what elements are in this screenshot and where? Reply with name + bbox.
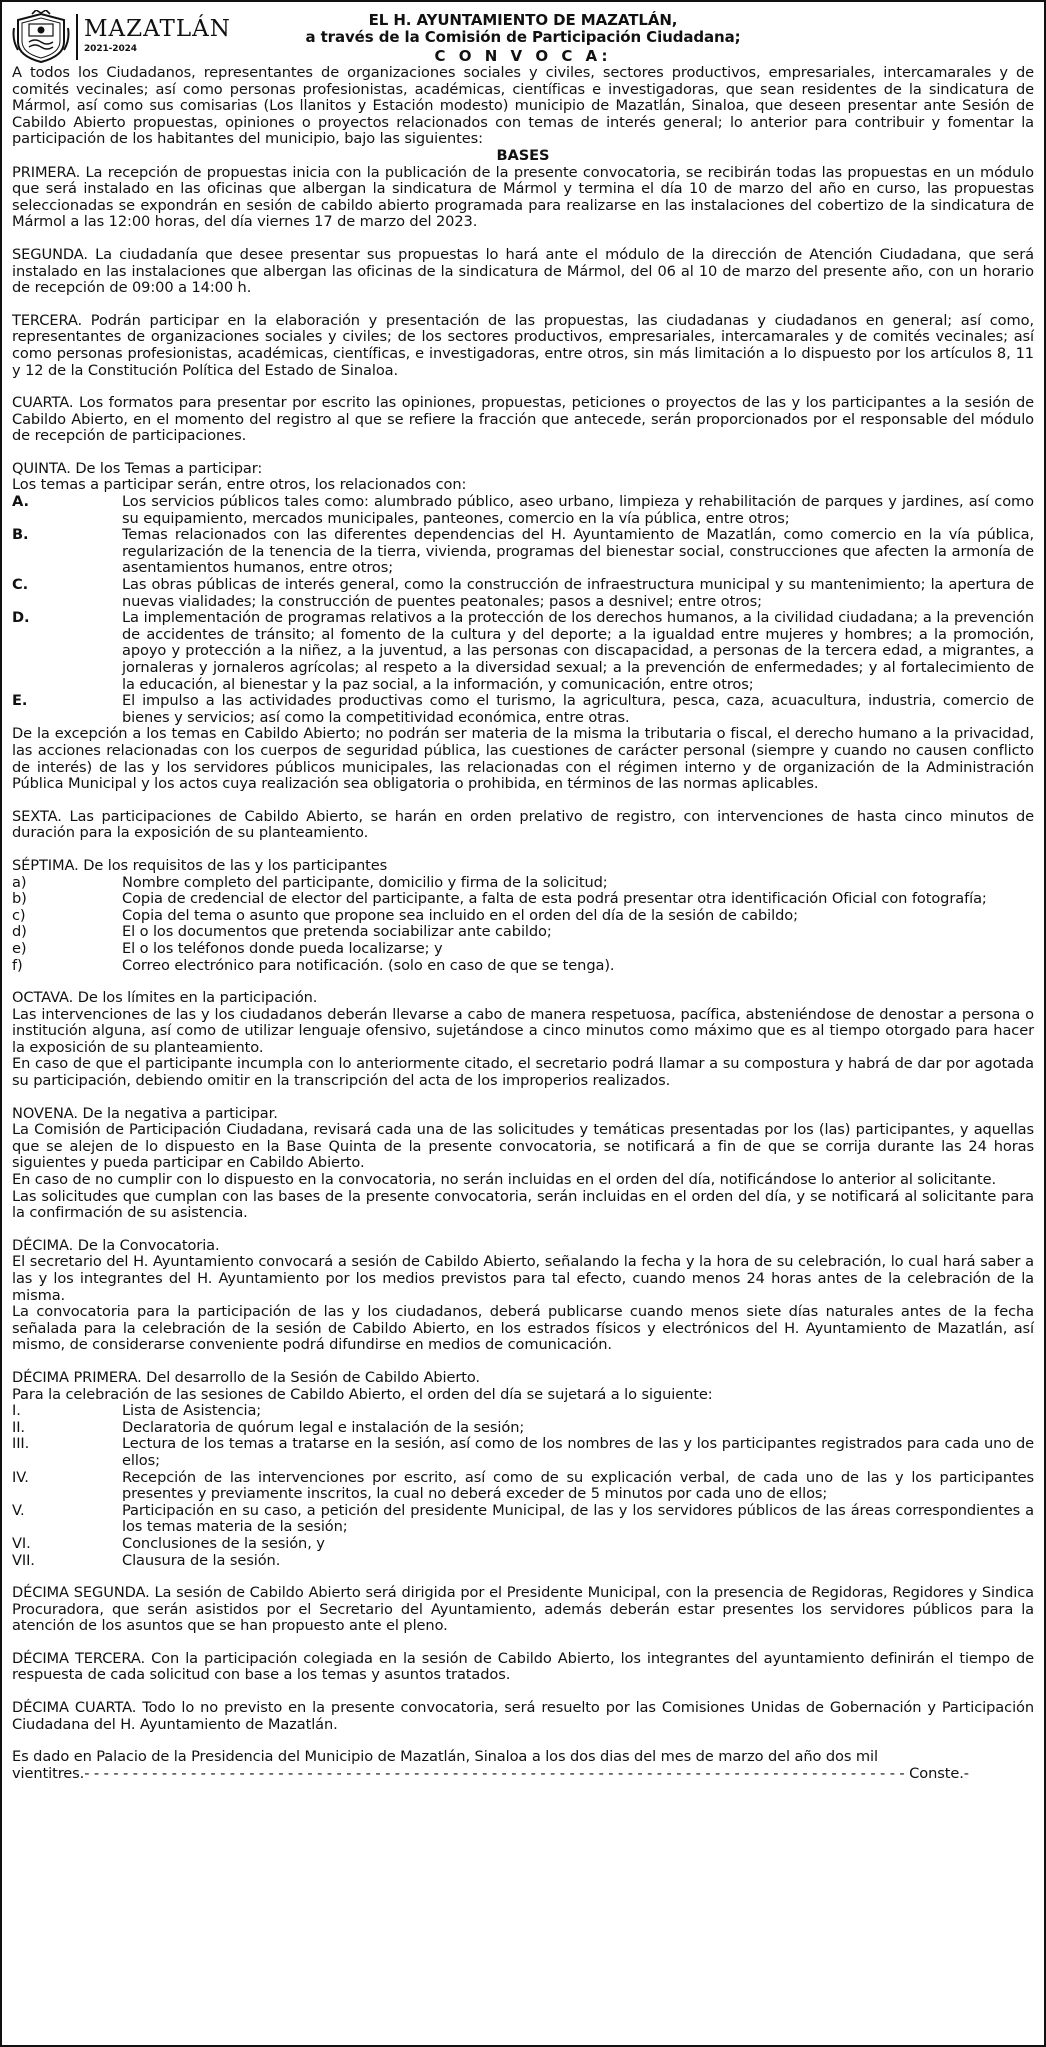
item-text: El o los teléfonos donde pueda localizarse; y [122,939,443,957]
decima-primera-title: DÉCIMA PRIMERA. Del desarrollo de la Sesión de Cabildo Abierto. [12,1368,480,1386]
base-decima-primera [12,1370,1034,1569]
footer-conste: Conste.- [904,1765,969,1782]
base-cuarta: CUARTA. Los formatos para presentar por escrito las opiniones, propuestas, peticiones o proyectos de las y los participantes a la sesión de Cabildo Abierto, en el momento del registro al que se refiere la fracción que antecede, serán proporcionados por el responsable del módulo de recepción de participaciones. [12,394,1034,445]
list-item [12,527,1034,577]
quinta-list [12,494,1034,726]
decima-paragraph-2: La convocatoria para la participación de las y los ciudadanos, deberá publicarse cuando menos siete días naturales antes de la fecha señalada para la celebración de la sesión de Cabildo Abierto, en los estrados físicos y electrónicos del H. Ayuntamiento de Mazatlán, así mismo, de considerarse conveniente podrá difundirse en medios de comunicación. [12,1303,1034,1354]
footer-line-1: Es dado en Palacio de la Presidencia del Municipio de Mazatlán, Sinaloa a los dos dias del mes de marzo del año dos mil [12,1748,878,1766]
item-label: E. [12,692,28,710]
footer [12,1749,1034,1782]
item-label: A. [12,493,29,511]
item-text: La implementación de programas relativos a la protección de los derechos humanos, a la civilidad ciudadana; a la prevención de accidentes de tránsito; al fomento de la cultura y del deporte; a la igualdad entre mujeres y hombres; a la promoción, apoyo y protección a la niñez, a la juventud, a las personas con discapacidad, a personas de la tercera edad, a migrantes, a jornaleras y jornaleros agrícolas; al respeto a la diversidad sexual; a la prevención de enfermedades; y al fortalecimiento de la educación, al bienestar y la paz social, a la información, y comunicación, entre otros; [122,609,1034,693]
item-label: d) [12,923,27,941]
novena-paragraph-3: Las solicitudes que cumplan con las bases de la presente convocatoria, serán incluidas en el orden del día, y se notificará al solicitante para la confirmación de su asistencia. [12,1187,1034,1222]
list-item [12,924,1034,941]
item-text: Participación en su caso, a petición del presidente Municipal, de las y los servidores públicos de las áreas correspondientes a los temas materia de la sesión; [122,1501,1034,1536]
item-text: Copia del tema o asunto que propone sea incluido en el orden del día de la sesión de cabildo; [122,906,798,924]
decima-primera-subtitle: Para la celebración de las sesiones de Cabildo Abierto, el orden del día se sujetará a lo siguiente: [12,1385,713,1403]
base-primera: PRIMERA. La recepción de propuestas inicia con la publicación de la presente convocatoria, se recibirán todas las propuestas en un módulo que será instalado en las oficinas que albergan la sindicatura de Mármol y termina el día 10 de marzo del año en curso, las propuestas seleccionadas se expondrán en sesión de cabildo abierto programada para realizarse en las instalaciones del cobertizo de la sindicatura de Mármol a las 12:00 horas, del día viernes 17 de marzo del 2023. [12,163,1034,231]
base-novena [12,1106,1034,1222]
bases-title: BASES [496,146,550,164]
issuer-line-1: EL H. AYUNTAMIENTO DE MAZATLÁN, [368,11,678,29]
item-label: I. [12,1402,21,1420]
list-item [12,610,1034,693]
list-item [12,1403,1034,1420]
base-decima [12,1238,1034,1354]
item-label: D. [12,609,30,627]
base-sexta: SEXTA. Las participaciones de Cabildo Abierto, se harán en orden prelativo de registro, con intervenciones de hasta cinco minutos de duración para la exposición de su planteamiento. [12,807,1034,842]
footer-date-end: vientitres. [12,1765,85,1782]
logo-name: MAZATLÁN [84,16,231,42]
base-decima-cuarta: DÉCIMA CUARTA. Todo lo no previsto en la presente convocatoria, será resuelto por las Comisiones Unidas de Gobernación y Participación Ciudadana del H. Ayuntamiento de Mazatlán. [12,1699,1034,1733]
base-decima-tercera: DÉCIMA TERCERA. Con la participación colegiada en la sesión de Cabildo Abierto, los integrantes del ayuntamiento definirán el tiempo de respuesta de cada solicitud con base a los temas y asuntos tratados. [12,1649,1034,1684]
base-octava [12,990,1034,1090]
item-text: Las obras públicas de interés general, como la construcción de infraestructura municipal y su mantenimiento; la apertura de nuevas vialidades; la construcción de puentes peatonales; pasos a desnivel; entre otros; [122,576,1034,610]
item-text: Copia de credencial de elector del participante, a falta de esta podrá presentar otra identificación Oficial con fotografía; [122,890,987,908]
issuer-heading [12,12,1034,46]
item-label: a) [12,873,27,891]
intro-paragraph: A todos los Ciudadanos, representantes de organizaciones sociales y civiles, sectores productivos, empresariales, intercamarales y de comités vecinales; así como personas profesionistas, académicas, científicas e investigadoras, que sean residentes de la sindicatura de Mármol, así como sus comisarias (Los llanitos y Estación modesto) municipio de Mazatlán, Sinaloa, que deseen presentar ante Sesión de Cabildo Abierto propuestas, opiniones o proyectos relacionados con temas de interés general; lo anterior para contribuir y fomentar la participación de los habitantes del municipio, bajo las siguientes: [12,64,1034,148]
octava-title: OCTAVA. De los límites en la participación. [12,989,318,1007]
item-label: VI. [12,1534,31,1552]
item-text: Conclusiones de la sesión, y [122,1534,325,1552]
item-text: Declaratoria de quórum legal e instalación de la sesión; [122,1418,525,1436]
item-label: e) [12,939,27,957]
item-label: f) [12,956,23,974]
list-item [12,1420,1034,1437]
octava-paragraph-2: En caso de que el participante incumpla con lo anteriormente citado, el secretario podrá llamar a su compostura y habrá de dar por agotada su participación, debiendo omitir en la transcripción del acta de los improperios realizados. [12,1055,1034,1090]
list-item [12,941,1034,958]
novena-title: NOVENA. De la negativa a participar. [12,1104,278,1122]
list-item [12,1536,1034,1553]
item-text: El impulso a las actividades productivas como el turismo, la agricultura, pesca, caza, acuacultura, industria, comercio de bienes y servicios; así como la competitividad económica, entre otras. [122,692,1034,726]
list-item [12,908,1034,925]
quinta-closing: De la excepción a los temas en Cabildo Abierto; no podrán ser materia de la misma la tributaria o fiscal, el derecho humano a la privacidad, las acciones relacionadas con los cuerpos de seguridad pública, las cuestiones de carácter personal (siempre y cuando no causen conflicto de interés) de las y los servidores públicos municipales, las relacionadas con el régimen interno y de organización de la Administración Pública Municipal y los actos cuya realización sea obligatoria o prohibida, en términos de las normas aplicables. [12,725,1034,793]
item-text: Recepción de las intervenciones por escrito, así como de su explicación verbal, de cada uno de las y los participantes presentes y previamente inscritos, la cual no deberá exceder de 5 minutos por cada uno de ellos; [122,1468,1034,1503]
decima-paragraph-1: El secretario del H. Ayuntamiento convocará a sesión de Cabildo Abierto, señalando la fecha y la hora de su celebración, lo cual hará saber a las y los integrantes del H. Ayuntamiento por los medios previstos para tal efecto, cuando menos 24 horas antes de la celebración de la misma. [12,1253,1034,1304]
septima-title: SÉPTIMA. De los requisitos de las y los participantes [12,856,388,874]
decima-title: DÉCIMA. De la Convocatoria. [12,1236,220,1254]
novena-paragraph-1: La Comisión de Participación Ciudadana, revisará cada una de las solicitudes y temáticas presentadas por los (las) participantes, y aquellas que se alejen de lo dispuesto en la Base Quinta de la presente convocatoria, se notificará a fin de que se corrija durante las 24 horas siguientes y pueda participar en Cabildo Abierto. [12,1121,1034,1172]
item-label: C. [12,576,29,594]
list-item [12,494,1034,527]
novena-paragraph-2: En caso de no cumplir con lo dispuesto en la convocatoria, no serán incluidas en el orden del día, notificándose lo anterior al solicitante. [12,1171,997,1189]
item-text: Lista de Asistencia; [122,1402,262,1420]
list-item [12,891,1034,908]
octava-paragraph-1: Las intervenciones de las y los ciudadanos deberán llevarse a cabo de manera respetuosa, pacífica, absteniéndose de denostar a persona o institución alguna, así como de utilizar lenguaje ofensivo, sujetándose a cinco minutos como máximo que es al tiempo otorgado para hacer la exposición de su planteamiento. [12,1005,1034,1056]
item-text: Clausura de la sesión. [122,1551,281,1569]
footer-dashes: - - - - - - - - - - - - - - - - - - - - - - - - - - - - - - - - - - - - - - - - - - - - - - - - - - - - - - - - - - - - - - - - - - - - - - - - - - - - - - - - - - - - - [84,1765,905,1782]
quinta-subtitle: Los temas a participar serán, entre otros, los relacionados con: [12,476,467,494]
item-text: Lectura de los temas a tratarse en la sesión, así como de los nombres de las y los participantes registrados para cada uno de ellos; [122,1435,1034,1469]
quinta-title: QUINTA. De los Temas a participar: [12,459,263,477]
base-quinta [12,461,1034,793]
item-text: Temas relacionados con las diferentes dependencias del H. Ayuntamiento de Mazatlán, como comercio en la vía pública, regularización de la tenencia de la tierra, vivienda, programas del bienestar social, construcciones que afecten la armonía de asentamientos humanos, entre otros; [122,526,1034,577]
base-decima-segunda: DÉCIMA SEGUNDA. La sesión de Cabildo Abierto será dirigida por el Presidente Municipal, con la presencia de Regidoras, Regidores y Sindica Procuradora, que serán asistidos por el Secretario del Ayuntamiento, además deberán estar presentes los servidores públicos para la atención de los asuntos que se han propuesto ante el pleno. [12,1584,1034,1635]
list-item [12,875,1034,892]
item-label: b) [12,890,27,908]
item-text: Nombre completo del participante, domicilio y firma de la solicitud; [122,873,608,891]
item-label: c) [12,906,26,924]
item-label: VII. [12,1551,35,1569]
footer-line-2 [12,1766,1034,1783]
logo-years: 2021-2024 [84,44,137,54]
base-segunda: SEGUNDA. La ciudadanía que desee presentar sus propuestas lo hará ante el módulo de la dirección de Atención Ciudadana, que será instalado en las instalaciones que albergan las oficinas de la sindicatura de Mármol, del 06 al 10 de marzo del presente año, con un horario de recepción de 09:00 a 14:00 h. [12,245,1034,297]
item-label: B. [12,526,29,544]
list-item [12,1470,1034,1503]
list-item [12,1436,1034,1469]
convoca-title: C O N V O C A: [434,47,612,65]
list-item [12,958,1034,975]
item-label: III. [12,1435,30,1453]
item-label: IV. [12,1468,29,1486]
list-item [12,693,1034,726]
item-label: II. [12,1418,25,1436]
item-text: El o los documentos que pretenda sociabilizar ante cabildo; [122,923,552,941]
base-tercera: TERCERA. Podrán participar en la elaboración y presentación de las propuestas, las ciudadanas y ciudadanos en general; así como, representantes de organizaciones sociales y civiles; de los sectores productivos, empresariales, intercamarales y de comités vecinales; así como personas profesionistas, académicas, científicas, e investigadoras, entre otros, sin más limitación a lo dispuesto por los artículos 8, 11 y 12 de la Constitución Política del Estado de Sinaloa. [12,311,1034,379]
issuer-line-2: a través de la Comisión de Participación Ciudadana; [305,28,741,46]
list-item [12,577,1034,610]
header [12,10,1034,64]
base-septima [12,858,1034,974]
list-item [12,1503,1034,1536]
item-label: V. [12,1501,25,1519]
item-text: Los servicios públicos tales como: alumbrado público, aseo urbano, limpieza y rehabilitación de parques y jardines, así como su equipamiento, mercados municipales, panteones, comercio en la vía pública, entre otros; [122,493,1034,527]
item-text: Correo electrónico para notificación. (solo en caso de que se tenga). [122,956,615,974]
list-item [12,1553,1034,1570]
